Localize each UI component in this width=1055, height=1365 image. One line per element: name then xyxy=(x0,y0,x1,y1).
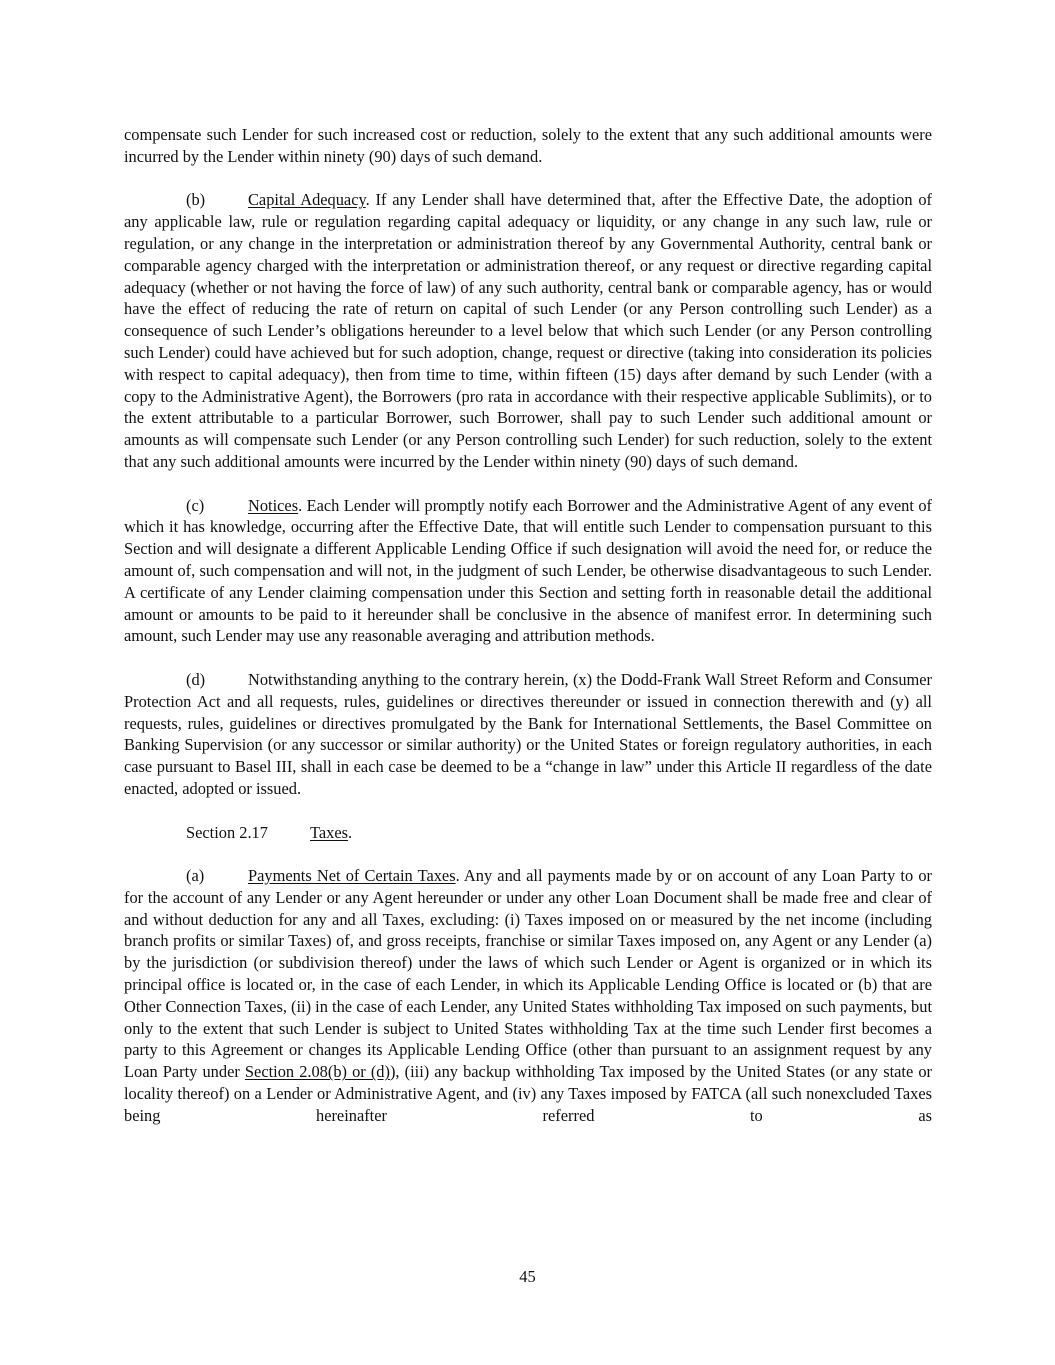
paragraph-a-payments-net xyxy=(124,865,932,1127)
paragraph-continuation xyxy=(124,124,932,168)
clause-label: (b) xyxy=(186,190,206,210)
section-heading xyxy=(124,822,932,844)
section-title-period: . xyxy=(348,822,353,842)
clause-label: (c) xyxy=(186,495,205,515)
paragraph-text: . If any Lender shall have determined that, after the Effective Date, the adoption of any applicable law, rule or regulation regarding capital adequacy or liquidity, or any change in any such law, rule or regulation, or any change in the interpretation or administration thereof by any Governmental Authority, central bank or comparable agency charged with the interpretation or administration thereof, or any request or directive regarding capital adequacy (whether or not having the force of law) of any such authority, central bank or comparable agency, has or would have the effect of reducing the rate of return on capital of such Lender (or any Person controlling such Lender) as a consequence of such Lender’s obligations hereunder to a level below that which such Lender (or any Person controlling such Lender) could have achieved but for such adoption, change, request or directive (taking into consideration its policies with respect to capital adequacy), then from time to time, within fifteen (15) days after demand by such Lender (with a copy to the Administrative Agent), the Borrowers (pro rata in accordance with their respective applicable Sublimits), or to the extent attributable to a particular Borrower, such Borrower, shall pay to such Lender such additional amount or amounts as will compensate such Lender (or any Person controlling such Lender) for such reduction, solely to the extent that any such additional amounts were incurred by the Lender within ninety (90) days of such demand. xyxy=(124,190,932,471)
section-number: Section 2.17 xyxy=(186,822,268,842)
clause-label: (a) xyxy=(186,866,205,886)
paragraph-text-continued: ), (iii) any backup withholding Tax imposed by the United States (or any state or locality thereof) on a Lender or Administrative Agent, and (iv) any Taxes imposed by FATCA (all such nonexcluded Taxes being hereinafter referred to as xyxy=(124,1062,933,1125)
paragraph-b-capital-adequacy xyxy=(124,189,932,472)
clause-heading: Payments Net of Certain Taxes xyxy=(248,866,456,886)
paragraph-text: Notwithstanding anything to the contrary herein, (x) the Dodd-Frank Wall Street Reform and Consumer Protection Act and all requests, rules, guidelines or directives thereunder or issued in connection therewith and (y) all requests, rules, guidelines or directives promulgated by the Bank for International Settlements, the Basel Committee on Banking Supervision (or any successor or similar authority) or the United States or foreign regulatory authorities, in each case pursuant to Basel III, shall in each case be deemed to be a “change in law” under this Article II regardless of the date enacted, adopted or issued. xyxy=(124,669,932,798)
page-body xyxy=(124,124,932,1148)
cross-reference: Section 2.08(b) or (d) xyxy=(244,1062,390,1082)
paragraph-text: . Any and all payments made by or on account of any Loan Party to or for the account of any Lender or any Agent hereunder or under any other Loan Document shall be made free and clear of and without deduction for any and all Taxes, excluding: (i) Taxes imposed on or measured by the net income (including branch profits or similar Taxes) of, and gross receipts, franchise or similar Taxes imposed on, any Agent or any Lender (a) by the jurisdiction (or subdivision thereof) under the laws of which such Lender or Agent is organized or in which its principal office is located or, in the case of each Lender, in which its Applicable Lending Office is located or (b) that are Other Connection Taxes, (ii) in the case of each Lender, any United States withholding Tax imposed on such payments, but only to the extent that such Lender is subject to United States withholding Tax at the time such Lender first becomes a party to this Agreement or changes its Applicable Lending Office (other than pursuant to an assignment request by any Loan Party under xyxy=(124,866,932,1082)
paragraph-c-notices xyxy=(124,495,932,648)
page-number: 45 xyxy=(519,1267,536,1286)
paragraph-text: . Each Lender will promptly notify each Borrower and the Administrative Agent of any event of which it has knowledge, occurring after the Effective Date, that will entitle such Lender to compensation pursuant to this Section and will designate a different Applicable Lending Office if such designation will avoid the need for, or reduce the amount of, such compensation and will not, in the judgment of such Lender, be otherwise disadvantageous to such Lender. A certificate of any Lender claiming compensation under this Section and setting forth in reasonable detail the additional amount or amounts to be paid to it hereunder shall be conclusive in the absence of manifest error. In determining such amount, such Lender may use any reasonable averaging and attribution methods. xyxy=(124,495,932,646)
clause-heading: Capital Adequacy xyxy=(248,190,366,210)
clause-label: (d) xyxy=(186,669,206,689)
section-title: Taxes xyxy=(310,822,348,842)
paragraph-text: compensate such Lender for such increased cost or reduction, solely to the extent that any such additional amounts were incurred by the Lender within ninety (90) days of such demand. xyxy=(124,125,932,166)
clause-heading: Notices xyxy=(248,495,299,515)
paragraph-d-change-in-law xyxy=(124,669,932,800)
